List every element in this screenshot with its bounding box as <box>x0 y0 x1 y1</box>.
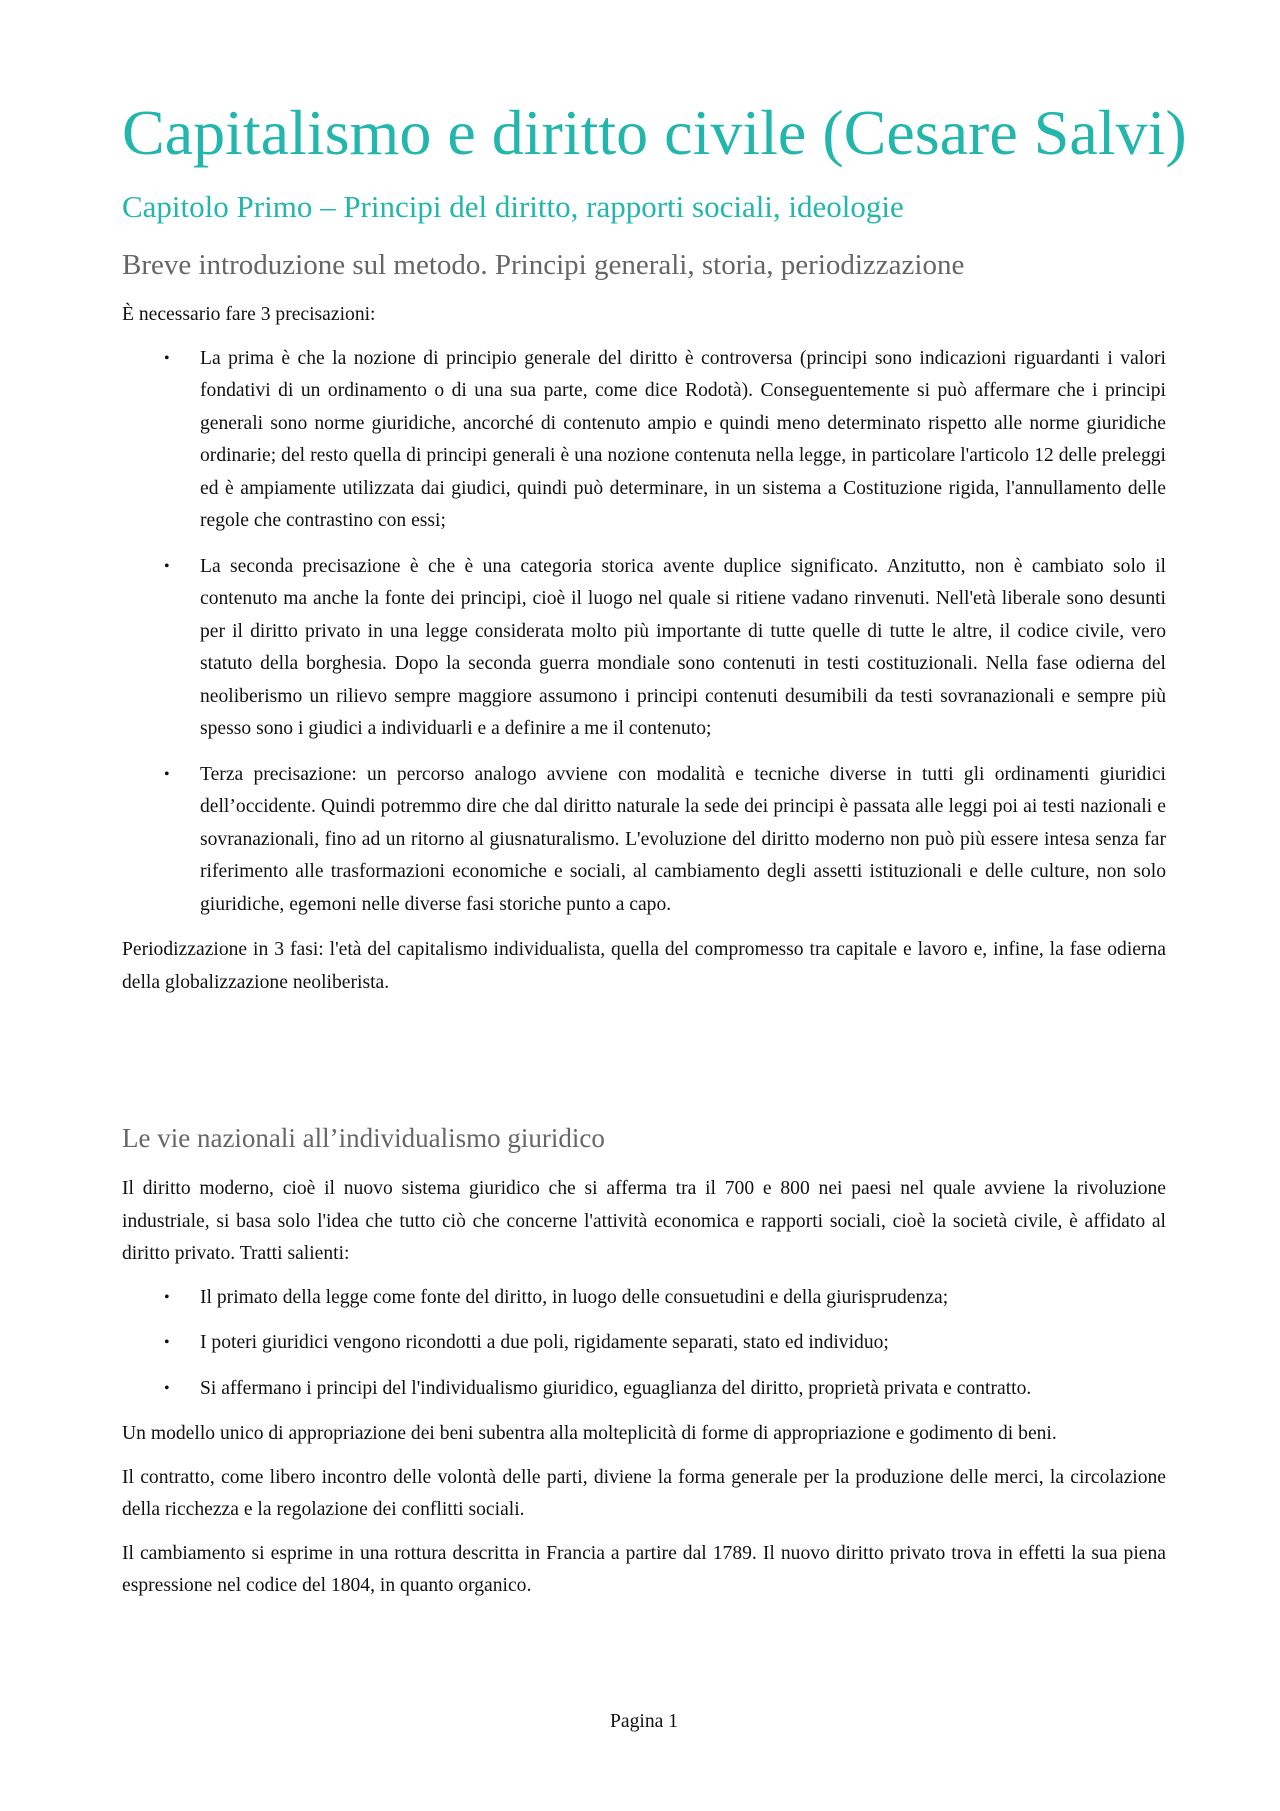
list-item <box>122 551 1166 746</box>
bullet-icon: • <box>164 765 170 783</box>
section-intro-paragraph: Il diritto moderno, cioè il nuovo sistema giuridico che si afferma tra il 700 e 800 nei paesi nel quale avviene la rivoluzione industriale, si basa solo l'idea che tutto ciò che concerne l'attività economica e rapporti sociali, cioè la società civile, è affidato al diritto privato. Tratti salienti: <box>122 1178 1166 1264</box>
bullet-icon: • <box>164 1379 170 1397</box>
list-item-text: Terza precisazione: un percorso analogo avviene con modalità e tecniche diverse in tutti gli ordinamenti giuridici dell’occidente. Quindi potremmo dire che dal diritto naturale la sede dei principi è passata alle leggi poi ai testi nazionali e sovranazionali, fino ad un ritorno al giusnaturalismo. L'evoluzione del diritto moderno non può più essere intesa senza far riferimento alle trasformazioni economiche e sociali, al cambiamento degli assetti istituzionali e delle culture, non solo giuridiche, egemoni nelle diverse fasi storiche punto a capo. <box>200 763 1166 915</box>
list-item <box>122 759 1166 922</box>
document-title: Capitalismo e diritto civile (Cesare Salvi) <box>122 97 1187 168</box>
body-paragraph: Il contratto, come libero incontro delle volontà delle parti, diviene la forma generale per la produzione delle merci, la circolazione della ricchezza e la regolazione dei conflitti sociali. <box>122 1466 1166 1520</box>
list-item <box>122 1327 1166 1360</box>
list-item-text: Il primato della legge come fonte del diritto, in luogo delle consuetudini e della giurisprudenza; <box>200 1286 949 1308</box>
body-paragraph: Un modello unico di appropriazione dei beni subentra alla molteplicità di forme di appropriazione e godimento di beni. <box>122 1423 1057 1444</box>
salient-traits-list <box>122 1282 1166 1406</box>
list-item-text: La seconda precisazione è che è una categoria storica avente duplice significato. Anzitutto, non è cambiato solo il contenuto ma anche la fonte dei principi, cioè il luogo nel quale si ritiene vadano rinvenuti. Nell'età liberale sono desunti per il diritto privato in una legge considerata molto più importante di tutte quelle di tutte le altre, il codice civile, vero statuto della borghesia. Dopo la seconda guerra mondiale sono contenuti in testi costituzionali. Nella fase odierna del neoliberismo un rilievo sempre maggiore assumono i principi contenuti desumibili da testi sovranazionali e sempre più spesso sono i giudici a individuarli e a definire a me il contenuto; <box>200 555 1166 739</box>
section-intro-paragraph: È necessario fare 3 precisazioni: <box>122 304 376 325</box>
section-heading-method: Breve introduzione sul metodo. Principi generali, storia, periodizzazione <box>122 249 965 281</box>
list-item <box>122 1373 1166 1406</box>
document-page <box>122 0 1187 1811</box>
bullet-icon: • <box>164 1334 170 1351</box>
body-paragraph: Il cambiamento si esprime in una rottura descritta in Francia a partire dal 1789. Il nuovo diritto privato trova in effetti la sua piena espressione nel codice del 1804, in quanto organico. <box>122 1542 1166 1596</box>
list-item-text: Si affermano i principi del l'individualismo giuridico, eguaglianza del diritto, proprietà privata e contratto. <box>200 1377 1032 1399</box>
section-body-method <box>122 299 1166 1010</box>
list-item-text: I poteri giuridici vengono ricondotti a due poli, rigidamente separati, stato ed individuo; <box>200 1332 889 1353</box>
bullet-icon: • <box>164 557 170 575</box>
section-heading-individualism: Le vie nazionali all’individualismo giuridico <box>122 1123 605 1153</box>
bullet-icon: • <box>164 349 170 367</box>
list-item <box>122 343 1166 538</box>
page-number-footer: Pagina 1 <box>609 1711 679 1732</box>
section-body-individualism <box>122 1173 1166 1614</box>
periodization-paragraph: Periodizzazione in 3 fasi: l'età del capitalismo individualista, quella del compromesso tra capitale e lavoro e, infine, la fase odierna della globalizzazione neoliberista. <box>122 939 1166 993</box>
precisazioni-list <box>122 343 1166 922</box>
bullet-icon: • <box>164 1288 170 1306</box>
chapter-title: Capitolo Primo – Principi del diritto, rapporti sociali, ideologie <box>122 189 904 224</box>
list-item <box>122 1282 1166 1315</box>
list-item-text: La prima è che la nozione di principio generale del diritto è controversa (principi sono indicazioni riguardanti i valori fondativi di un ordinamento o di una sua parte, come dice Rodotà). Conseguentemente si può affermare che i principi generali sono norme giuridiche, ancorché di contenuto ampio e quindi meno determinato rispetto alle norme giuridiche ordinarie; del resto quella di principi generali è una nozione contenuta nella legge, in particolare l'articolo 12 delle preleggi ed è ampiamente utilizzata dai giudici, quindi può determinare, in un sistema a Costituzione rigida, l'annullamento delle regole che contrastino con essi; <box>200 347 1166 531</box>
